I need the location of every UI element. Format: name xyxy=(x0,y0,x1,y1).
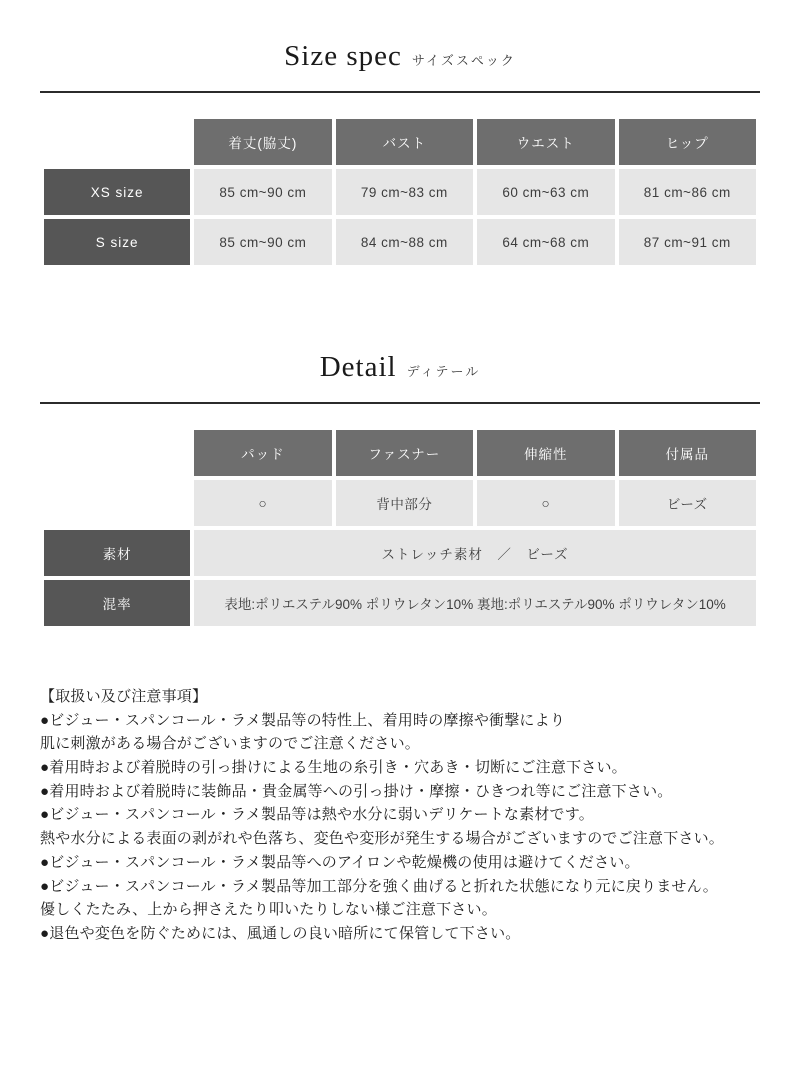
size-spec-table xyxy=(40,115,760,269)
notes-line: ●着用時および着脱時に装飾品・貴金属等への引っ掛け・摩擦・ひきつれ等にご注意下さい。 xyxy=(40,783,673,800)
corner-cell xyxy=(44,480,190,526)
table-cell: 87 cm~91 cm xyxy=(619,219,756,265)
column-header: ファスナー xyxy=(336,430,473,476)
table-cell: 背中部分 xyxy=(336,480,473,526)
notes-line: ●ビジュー・スパンコール・ラメ製品等へのアイロンや乾燥機の使用は避けてください。 xyxy=(40,854,640,871)
detail-divider xyxy=(40,402,760,404)
notes-line: ●ビジュー・スパンコール・ラメ製品等は熱や水分に弱いデリケートな素材です。 xyxy=(40,807,594,824)
table-cell: 85 cm~90 cm xyxy=(194,169,331,215)
notes-line: ●ビジュー・スパンコール・ラメ製品等の特性上、着用時の摩擦や衝撃により xyxy=(40,712,566,729)
table-row-material xyxy=(44,530,756,576)
care-notes xyxy=(40,686,760,947)
detail-heading xyxy=(40,311,760,404)
column-header: 着丈(脇丈) xyxy=(194,119,331,165)
column-header: ウエスト xyxy=(477,119,614,165)
column-header: ヒップ xyxy=(619,119,756,165)
row-header-blend: 混率 xyxy=(44,580,190,626)
table-cell: 84 cm~88 cm xyxy=(336,219,473,265)
notes-line: ●退色や変色を防ぐためには、風通しの良い暗所にて保管して下さい。 xyxy=(40,925,521,942)
column-header: パッド xyxy=(194,430,331,476)
notes-line: ●着用時および着脱時の引っ掛けによる生地の糸引き・穴あき・切断にご注意下さい。 xyxy=(40,760,627,777)
notes-line: 優しくたたみ、上から押さえたり叩いたりしない様ご注意下さい。 xyxy=(40,902,497,919)
table-header-row xyxy=(44,119,756,165)
table-cell: 60 cm~63 cm xyxy=(477,169,614,215)
corner-cell xyxy=(44,119,190,165)
blend-value: 表地:ポリエステル90% ポリウレタン10% 裏地:ポリエステル90% ポリウレタン10% xyxy=(194,580,756,626)
table-row xyxy=(44,219,756,265)
detail-table xyxy=(40,426,760,630)
row-header: XS size xyxy=(44,169,190,215)
size-spec-title-jp: サイズスペック xyxy=(411,53,516,68)
table-cell: 64 cm~68 cm xyxy=(477,219,614,265)
material-value: ストレッチ素材 ／ ビーズ xyxy=(194,530,756,576)
size-spec-heading xyxy=(40,0,760,93)
notes-line: 肌に刺激がある場合がございますのでご注意ください。 xyxy=(40,736,421,753)
table-cell: ビーズ xyxy=(619,480,756,526)
column-header: 付属品 xyxy=(619,430,756,476)
row-header: S size xyxy=(44,219,190,265)
table-cell: ○ xyxy=(477,480,614,526)
corner-cell xyxy=(44,430,190,476)
notes-line: 熱や水分による表面の剥がれや色落ち、変色や変形が発生する場合がございますのでご注意下さい。 xyxy=(40,831,725,848)
table-row-blend xyxy=(44,580,756,626)
table-cell: 85 cm~90 cm xyxy=(194,219,331,265)
table-header-row xyxy=(44,430,756,476)
table-row xyxy=(44,169,756,215)
detail-title-jp: ディテール xyxy=(406,364,481,379)
row-header-material: 素材 xyxy=(44,530,190,576)
table-cell: 79 cm~83 cm xyxy=(336,169,473,215)
table-row xyxy=(44,480,756,526)
size-spec-title-en: Size spec xyxy=(284,40,402,72)
size-spec-divider xyxy=(40,91,760,93)
notes-line: ●ビジュー・スパンコール・ラメ製品等加工部分を強く曲げると折れた状態になり元に戻りません。 xyxy=(40,878,718,895)
column-header: 伸縮性 xyxy=(477,430,614,476)
table-cell: 81 cm~86 cm xyxy=(619,169,756,215)
table-cell: ○ xyxy=(194,480,331,526)
detail-title-en: Detail xyxy=(319,351,397,383)
column-header: バスト xyxy=(336,119,473,165)
notes-heading: 【取扱い及び注意事項】 xyxy=(40,689,208,705)
